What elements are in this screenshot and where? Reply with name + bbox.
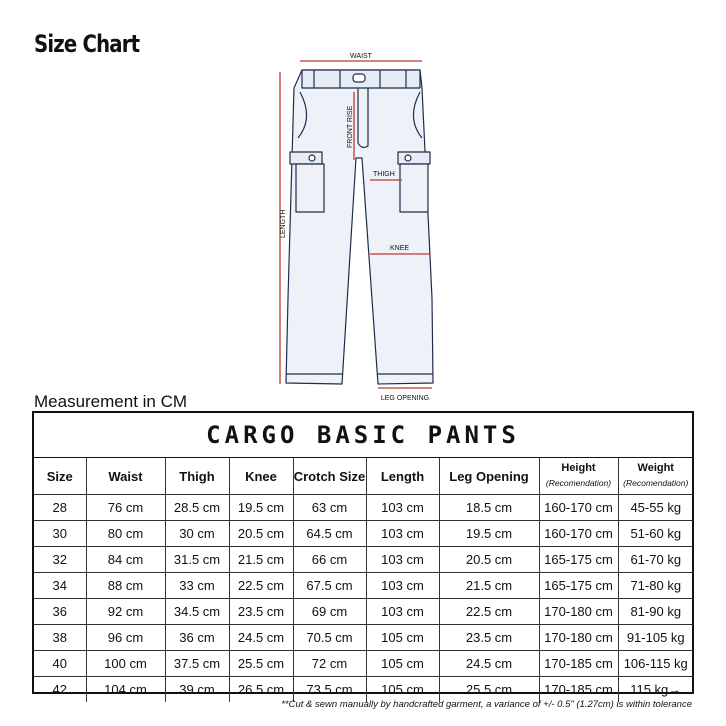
table-cell: 170-185 cm xyxy=(539,677,618,703)
header-height: Height (Recomendation) xyxy=(539,458,618,495)
table-row xyxy=(34,651,693,677)
table-cell: 103 cm xyxy=(366,573,439,599)
table-cell: 105 cm xyxy=(366,677,439,703)
table-cell: 103 cm xyxy=(366,521,439,547)
pants-illustration xyxy=(286,70,433,384)
table-cell: 64.5 cm xyxy=(293,521,366,547)
table-row xyxy=(34,599,693,625)
table-cell: 36 cm xyxy=(165,625,229,651)
table-row xyxy=(34,521,693,547)
thigh-label: THIGH xyxy=(373,171,395,178)
header-length: Length xyxy=(366,458,439,495)
table-cell: 20.5 cm xyxy=(439,547,539,573)
table-cell: 69 cm xyxy=(293,599,366,625)
table-cell: 170-180 cm xyxy=(539,625,618,651)
front-rise-label: FRONT RISE xyxy=(347,105,354,148)
table-cell: 19.5 cm xyxy=(439,521,539,547)
leg-opening-label: LEG OPENING xyxy=(380,395,430,402)
table-cell: 42 xyxy=(34,677,86,703)
table-cell: 20.5 cm xyxy=(229,521,293,547)
table-cell: 88 cm xyxy=(86,573,165,599)
table-cell: 45-55 kg xyxy=(618,495,693,521)
measurement-title: Measurement in CM xyxy=(34,392,188,411)
table-cell: 24.5 cm xyxy=(229,625,293,651)
table-row xyxy=(34,625,693,651)
table-cell: 160-170 cm xyxy=(539,521,618,547)
table-cell: 37.5 cm xyxy=(165,651,229,677)
table-cell: 24.5 cm xyxy=(439,651,539,677)
header-leg-opening: Leg Opening xyxy=(439,458,539,495)
table-cell: 165-175 cm xyxy=(539,547,618,573)
table-cell: 103 cm xyxy=(366,599,439,625)
table-cell: 103 cm xyxy=(366,495,439,521)
table-cell: 22.5 cm xyxy=(229,573,293,599)
table-cell: 33 cm xyxy=(165,573,229,599)
header-waist: Waist xyxy=(86,458,165,495)
table-cell: 23.5 cm xyxy=(229,599,293,625)
table-body xyxy=(34,495,693,703)
table-cell: 23.5 cm xyxy=(439,625,539,651)
table-cell: 28 xyxy=(34,495,86,521)
table-row xyxy=(34,495,693,521)
table-cell: 80 cm xyxy=(86,521,165,547)
table-cell: 91-105 kg xyxy=(618,625,693,651)
header-row xyxy=(34,458,693,495)
header-thigh: Thigh xyxy=(165,458,229,495)
table-cell: 67.5 cm xyxy=(293,573,366,599)
table-cell: 21.5 cm xyxy=(229,547,293,573)
table-cell: 115 kg→ xyxy=(618,677,693,703)
table-cell: 96 cm xyxy=(86,625,165,651)
header-weight: Weight (Recomendation) xyxy=(618,458,693,495)
table-cell: 26.5 cm xyxy=(229,677,293,703)
footnote: **Cut & sewn manually by handcrafted garment, a variance of +/- 0.5" (1.27cm) is within tolerance xyxy=(281,699,692,710)
table-cell: 165-175 cm xyxy=(539,573,618,599)
table-cell: 32 xyxy=(34,547,86,573)
table-cell: 36 xyxy=(34,599,86,625)
table-cell: 28.5 cm xyxy=(165,495,229,521)
table-cell: 100 cm xyxy=(86,651,165,677)
table-cell: 25.5 cm xyxy=(229,651,293,677)
table-cell: 38 xyxy=(34,625,86,651)
table-cell: 170-180 cm xyxy=(539,599,618,625)
table-cell: 70.5 cm xyxy=(293,625,366,651)
table-cell: 105 cm xyxy=(366,651,439,677)
table-cell: 30 cm xyxy=(165,521,229,547)
table-cell: 92 cm xyxy=(86,599,165,625)
table-title: CARGO BASIC PANTS xyxy=(34,413,692,458)
table-cell: 40 xyxy=(34,651,86,677)
table-cell: 63 cm xyxy=(293,495,366,521)
size-table xyxy=(32,411,694,697)
table-cell: 25.5 cm xyxy=(439,677,539,703)
table-cell: 61-70 kg xyxy=(618,547,693,573)
table-cell: 105 cm xyxy=(366,625,439,651)
table-cell: 39 cm xyxy=(165,677,229,703)
table-cell: 51-60 kg xyxy=(618,521,693,547)
knee-label: KNEE xyxy=(390,245,410,252)
pants-diagram xyxy=(270,48,450,408)
table-cell: 81-90 kg xyxy=(618,599,693,625)
table-row xyxy=(34,573,693,599)
table-cell: 71-80 kg xyxy=(618,573,693,599)
header-size: Size xyxy=(34,458,86,495)
table-cell: 34.5 cm xyxy=(165,599,229,625)
table-cell: 160-170 cm xyxy=(539,495,618,521)
table-cell: 21.5 cm xyxy=(439,573,539,599)
table-cell: 72 cm xyxy=(293,651,366,677)
table-cell: 18.5 cm xyxy=(439,495,539,521)
header-crotch: Crotch Size xyxy=(293,458,366,495)
page-title: Size Chart xyxy=(34,30,140,58)
table-cell: 103 cm xyxy=(366,547,439,573)
table-cell: 30 xyxy=(34,521,86,547)
table-cell: 22.5 cm xyxy=(439,599,539,625)
table-row xyxy=(34,547,693,573)
waist-label: WAIST xyxy=(350,53,372,60)
header-knee: Knee xyxy=(229,458,293,495)
table-cell: 19.5 cm xyxy=(229,495,293,521)
table-cell: 31.5 cm xyxy=(165,547,229,573)
table-cell: 104 cm xyxy=(86,677,165,703)
table-cell: 76 cm xyxy=(86,495,165,521)
table-cell: 106-115 kg xyxy=(618,651,693,677)
table-cell: 170-185 cm xyxy=(539,651,618,677)
table-cell: 66 cm xyxy=(293,547,366,573)
table-cell: 73.5 cm xyxy=(293,677,366,703)
table-cell: 84 cm xyxy=(86,547,165,573)
table-cell: 34 xyxy=(34,573,86,599)
length-label: LENGTH xyxy=(280,209,287,238)
